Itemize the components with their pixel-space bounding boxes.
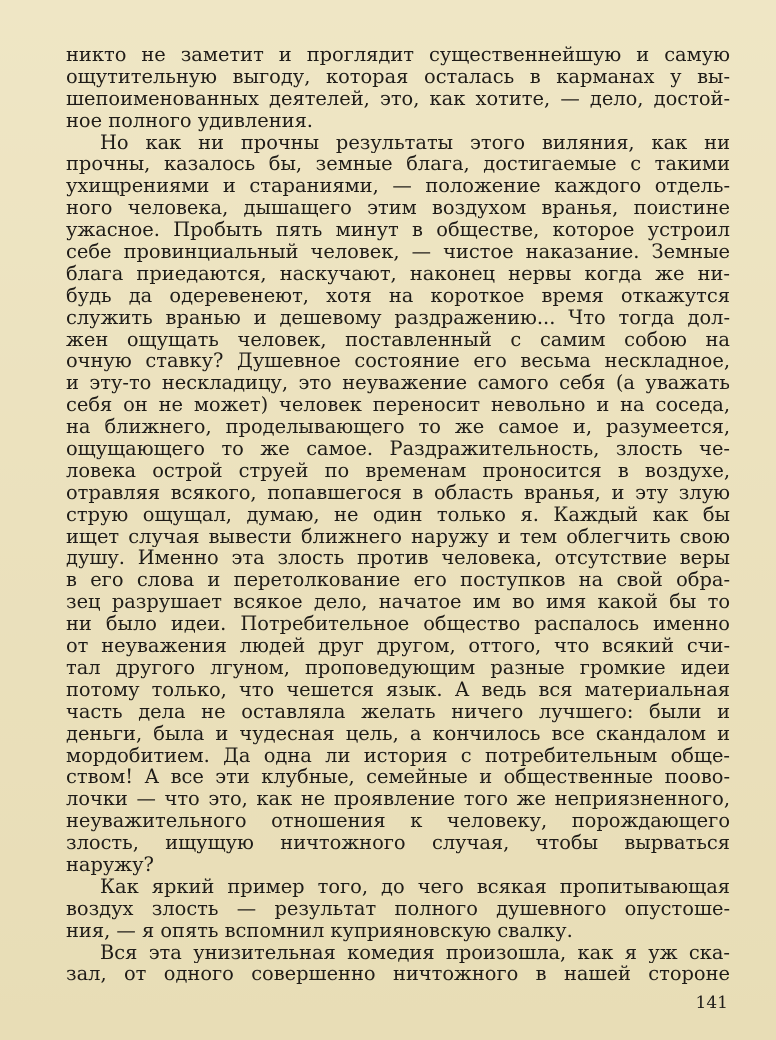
text-line: ством! А все эти клубные, семейные и общественные поово-	[66, 766, 730, 789]
text-line: ощутительную выгоду, которая осталась в карманах у вы-	[66, 65, 730, 88]
text-line: ощущающего то же самое. Раздражительность, злость че-	[66, 438, 730, 460]
text-line: ужасное. Пробыть пять минут в обществе, которое устроил	[66, 219, 730, 242]
text-line: ное полного удивления.	[66, 109, 313, 132]
text-line: блага приедаются, наскучают, наконец нервы когда же ни-	[66, 262, 730, 285]
text-line: злость, ищущую ничтожного случая, чтобы вырваться	[66, 832, 730, 854]
text-line: шепоименованных деятелей, это, как хотите, — дело, достой-	[66, 87, 730, 110]
text-line: потому только, что чешется язык. А ведь вся материальная	[66, 678, 730, 701]
text-line: и эту-то нескладицу, это неуважение самого себя (а уважать	[66, 372, 730, 395]
text-line: Но как ни прочны результаты этого виляния, как ни	[100, 131, 730, 154]
text-line: себя он не может) человек переносит невольно и на соседа,	[66, 394, 730, 417]
text-line: ния, — я опять вспомнил куприяновскую свалку.	[66, 919, 573, 942]
text-line: никто не заметит и проглядит существеннейшую и самую	[66, 44, 730, 66]
text-line: Как яркий пример того, до чего всякая пропитывающая	[100, 875, 730, 898]
text-line: деньги, была и чудесная цель, а кончилось все скандалом и	[66, 722, 730, 745]
text-line: часть дела не оставляла желать ничего лучшего: были и	[66, 700, 730, 723]
text-line: на ближнего, проделывающего то же самое и, разумеется,	[66, 416, 730, 439]
text-line: струю ощущал, думаю, не один только я. Каждый как бы	[66, 503, 730, 526]
text-line: тал другого лгуном, проповедующим разные громкие идеи	[66, 656, 730, 679]
text-line: душу. Именно эта злость против человека, отсутствие веры	[66, 547, 730, 570]
text-line: в его слова и перетолкование его поступков на свой обра-	[66, 569, 730, 592]
text-line: воздух злость — результат полного душевного опустоше-	[66, 897, 730, 920]
text-line: наружу?	[66, 853, 154, 876]
text-line: ни было идеи. Потребительное общество распалось именно	[66, 613, 730, 636]
page-number: 141	[695, 993, 728, 1013]
text-line: ного человека, дышащего этим воздухом вранья, поистине	[66, 197, 730, 220]
text-line: служить вранью и дешевому раздражению... Что тогда дол-	[66, 306, 730, 329]
text-line: очную ставку? Душевное состояние его весьма нескладное,	[66, 350, 730, 373]
text-line: мордобитием. Да одна ли история с потребительным обще-	[66, 744, 730, 767]
text-line: отравляя всякого, попавшегося в область вранья, и эту злую	[66, 481, 730, 504]
text-line: от неуважения людей друг другом, оттого, что всякий счи-	[66, 635, 730, 657]
page-text	[66, 44, 730, 985]
text-line: зец разрушает всякое дело, начатое им во имя какой бы то	[66, 591, 730, 614]
text-line: Вся эта унизительная комедия произошла, как я уж ска-	[100, 941, 730, 964]
text-line: будь да одеревенеют, хотя на короткое время откажутся	[66, 284, 730, 307]
text-line: ищет случая вывести ближнего наружу и тем облегчить свою	[66, 525, 730, 548]
text-line: ловека острой струей по временам проносится в воздухе,	[66, 459, 730, 482]
text-line: жен ощущать человек, поставленный с самим собою на	[66, 328, 730, 351]
text-line: лочки — что это, как не проявление того же неприязненного,	[66, 788, 730, 811]
text-line: прочны, казалось бы, земные блага, достигаемые с такими	[66, 153, 730, 176]
text-line: себе провинциальный человек, — чистое наказание. Земные	[66, 241, 730, 263]
text-line: зал, от одного совершенно ничтожного в нашей стороне	[66, 963, 730, 986]
text-line: ухищрениями и стараниями, — положение каждого отдель-	[66, 175, 730, 198]
text-line: неуважительного отношения к человеку, порождающего	[66, 810, 730, 833]
